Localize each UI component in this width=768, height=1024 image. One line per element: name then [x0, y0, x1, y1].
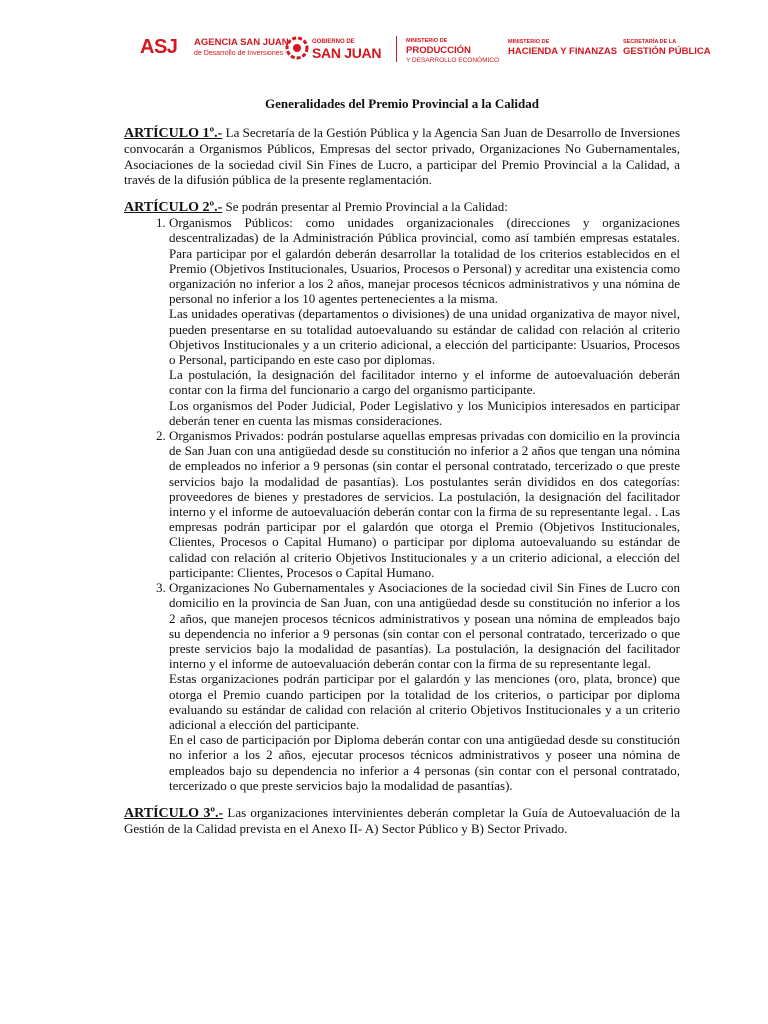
asj-name: AGENCIA SAN JUAN	[194, 37, 289, 48]
ministerio-produccion-logo	[406, 36, 499, 70]
sun-emblem-icon	[284, 36, 310, 60]
gsj-small-text: GOBIERNO DE	[312, 39, 355, 45]
list-item	[169, 428, 680, 580]
article-2-text: Se podrán presentar al Premio Provincial a la Calidad:	[222, 199, 508, 215]
document-title: Generalidades del Premio Provincial a la Calidad	[265, 96, 539, 111]
article-2-list	[124, 215, 680, 793]
article-2-label: ARTÍCULO 2º.-	[124, 200, 223, 216]
sg-small-text: SECRETARÍA DE LA	[623, 39, 677, 45]
mh-small-text: MINISTERIO DE	[508, 39, 550, 45]
header-divider	[396, 36, 397, 62]
mp-big-text: PRODUCCIÓN	[406, 45, 471, 56]
list-item-paragraph: Los organismos del Poder Judicial, Poder Legislativo y los Municipios interesados en participar deberán tener en cuenta las mismas consideraciones.	[169, 397, 680, 428]
asj-subtitle: de Desarrollo de Inversiones	[194, 50, 284, 57]
gsj-big-text: SAN JUAN	[312, 45, 382, 61]
list-item-paragraph: Las unidades operativas (departamentos o divisiones) de una unidad organizativa de mayor nivel, pueden presentarse en su totalidad autoevaluando su estándar de calidad con relación al criterio Objetivos Institucionales y a un criterio adicional, a elección del participante: Usuarios, Procesos o Personal, participando en este caso por diplomas.	[169, 306, 680, 368]
mp-small-text: MINISTERIO DE	[406, 38, 448, 44]
article-1-label: ARTÍCULO 1º.-	[124, 126, 223, 142]
list-item	[169, 215, 680, 428]
list-item-paragraph: 2. Organismos Privados: podrán postularse aquellas empresas privadas con domicilio en la provincia de San Juan con una antigüedad desde su constitución no inferior a 2 años que tengan una nómina de empleados no inferior a 9 personas (sin contar el personal contratado, tercerizado o que preste servicios bajo la modalidad de pasantías). Los postulantes serán divididos en dos categorías: proveedores de bienes y prestadores de servicios. La postulación, la designación del facilitador interno y el informe de autoevaluación deberán contar con la firma de su representante legal. . Las empresas podrán participar por el galardón que otorga el Premio (Objetivos Institucionales, Clientes, Procesos o Capital Humano) o participar por diploma autoevaluando su estándar de calidad con relación al criterio Objetivos Institucionales y a un criterio adicional, a elección del participante: Clientes, Procesos o Capital Humano.	[169, 428, 680, 580]
mp-mid-text: Y DESARROLLO ECONÓMICO	[406, 57, 500, 64]
list-item-paragraph: En el caso de participación por Diploma deberán contar con una antigüedad desde su constitución no inferior a los 2 años, ejecutar procesos técnicos administrativos y poseer una nómina de empleados bajo su dependencia no inferior a 4 personas (sin contar con el personal contratado, tercerizado o que preste servicios bajo la modalidad de pasantías).	[169, 732, 680, 793]
article-3-label: ARTÍCULO 3º.-	[124, 805, 224, 821]
article-3	[124, 805, 680, 836]
list-item-paragraph: La postulación, la designación del facilitador interno y el informe de autoevaluación deberán contar con la firma del funcionario a cargo del organismo participante.	[169, 367, 680, 398]
list-item-paragraph: 3. Organizaciones No Gubernamentales y Asociaciones de la sociedad civil Sin Fines de Lucro con domicilio en la provincia de San Juan, con una antigüedad desde su constitución no inferior a los 2 años, que manejen procesos técnicos administrativos y posean una nómina de empleados bajo su dependencia no inferior a 9 personas (sin contar con el personal contratado, tercerizado o que preste servicios bajo la modalidad de pasantías). La postulación, la designación del facilitador interno y el informe de autoevaluación deberán contar con la firma de su representante legal.	[169, 580, 680, 672]
mh-big-text: HACIENDA Y FINANZAS	[508, 46, 618, 57]
list-item-paragraph: Estas organizaciones podrán participar por el galardón y las menciones (oro, plata, bronce) que otorga el Premio cuando participen por la totalidad de los criterios, o participar por diploma evaluando su estándar de calidad con relación al criterio Objetivos Institucionales y a un criterio adicional a elección del participante.	[169, 671, 680, 732]
header-logos	[0, 30, 768, 64]
secretaria-gestion-logo	[623, 37, 711, 71]
asj-logo-text	[194, 37, 289, 71]
asj-logo-mark: ASJ	[140, 36, 178, 58]
gobierno-san-juan-logo	[312, 37, 381, 71]
sg-big-text: GESTIÓN PÚBLICA	[623, 46, 711, 57]
list-item-paragraph: 1. Organismos Públicos: como unidades organizacionales (direcciones y organizaciones descentralizadas) de la Administración Pública provincial, como así también empresas estatales. Para participar por el galardón deberán desarrollar la totalidad de los criterios establecidos en el Premio (Objetivos Institucionales, Usuarios, Procesos o Personal) y acreditar una existencia como organización no inferior a los 2 años, manejar procesos técnicos administrativos y una nómina de personal no inferior a los 10 agentes pertenecientes a la misma.	[169, 215, 680, 307]
article-3-text: Las organizaciones intervinientes deberán completar la Guía de Autoevaluación de la Gestión de la Calidad prevista en el Anexo II- A) Sector Público y B) Sector Privado.	[124, 804, 680, 837]
document-body	[124, 96, 680, 848]
article-2	[124, 199, 680, 793]
list-item	[169, 580, 680, 793]
article-1	[124, 125, 680, 187]
ministerio-hacienda-logo	[508, 37, 617, 71]
article-1-text: La Secretaría de la Gestión Pública y la Agencia San Juan de Desarrollo de Inversiones convocarán a Organismos Públicos, Empresas del sector privado, Organizaciones No Gubernamentales, Asociaciones de la sociedad civil Sin Fines de Lucro, a participar del Premio Provincial a la Calidad, a través de la difusión pública de la presente reglamentación.	[124, 125, 681, 187]
